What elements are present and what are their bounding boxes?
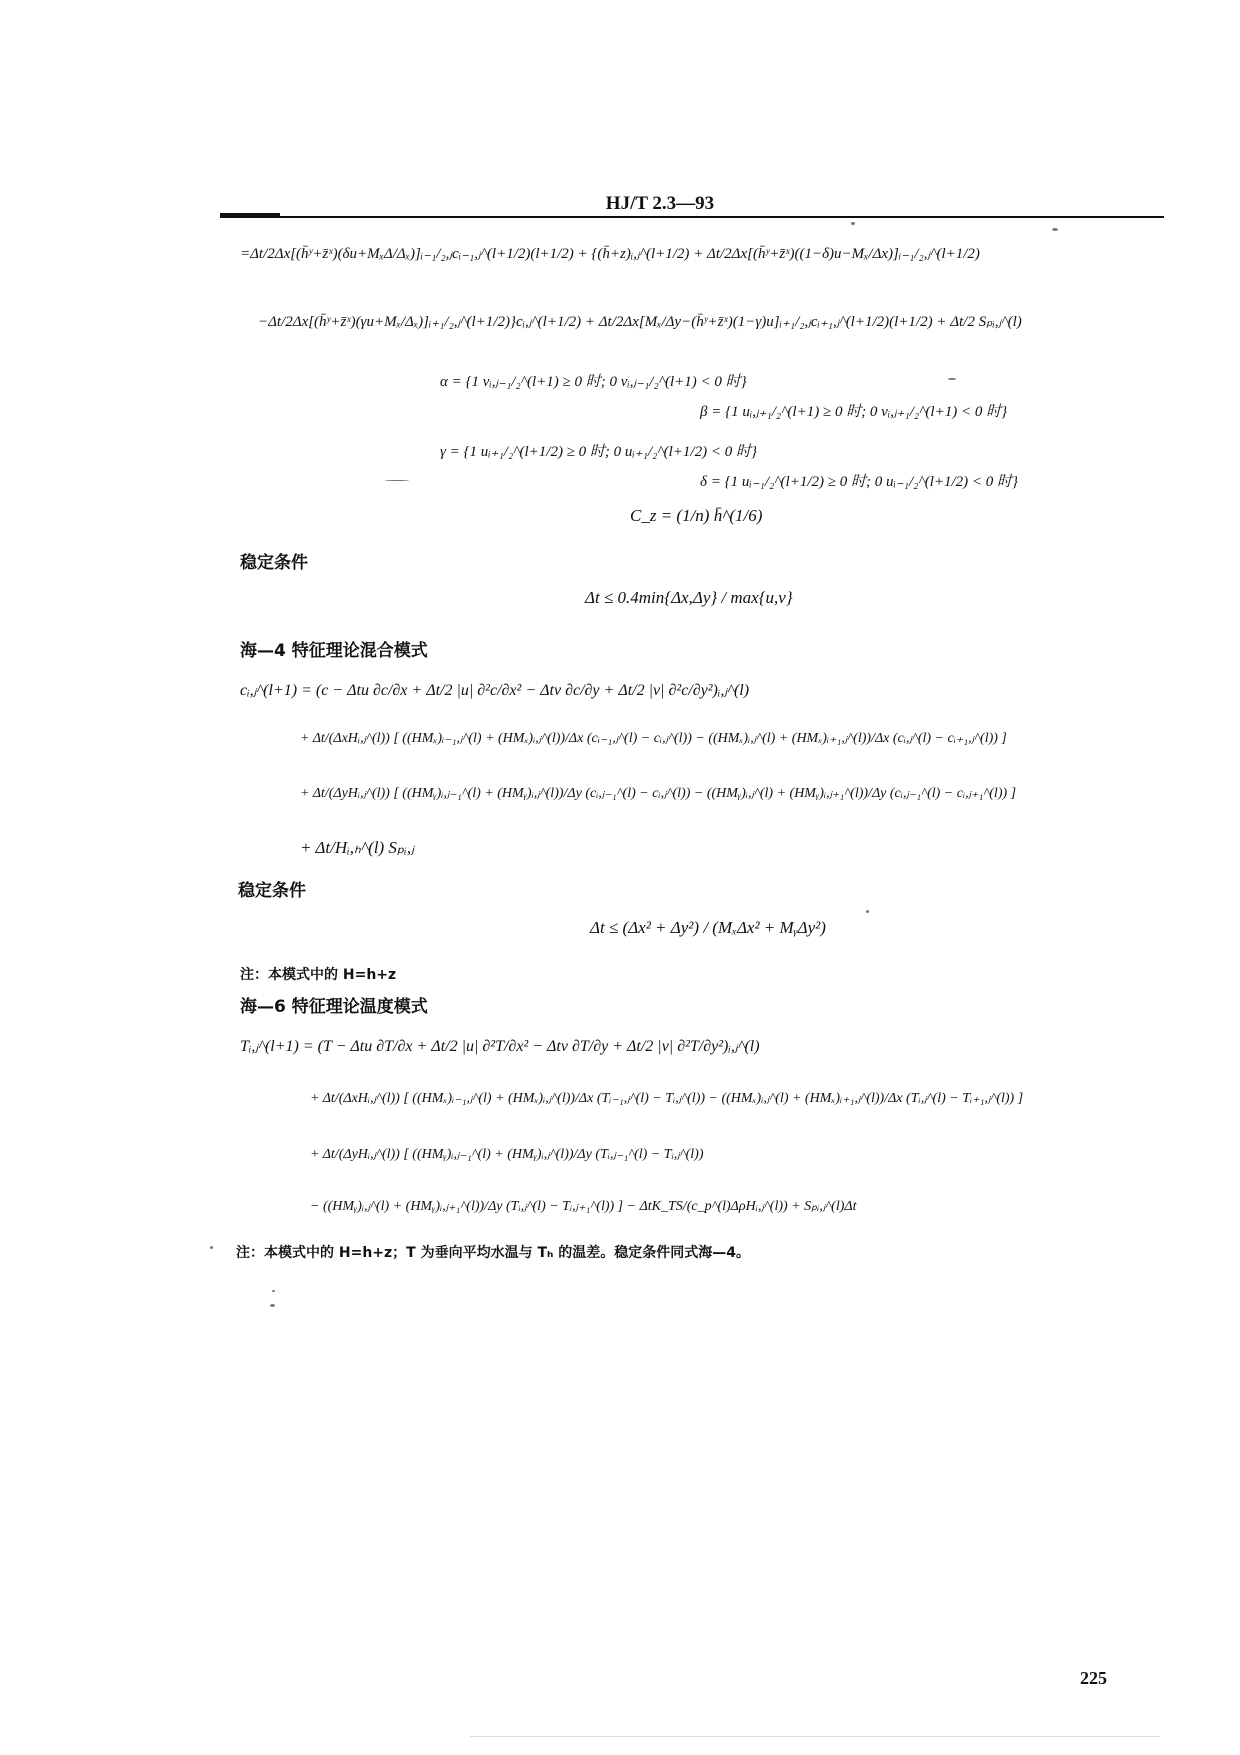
scan-speck [948,378,956,380]
scan-speck [851,222,855,225]
continuation-formula-line-1: =Δt/2Δx[(h̄ʸ+z̄ˣ)(δu+MₓΔ/Δₓ)]ᵢ₋₁/₂,ⱼcᵢ₋₁,ⱼ^(l+1/2)(l+1/2) + {(h̄+z)ᵢ,ⱼ^(l+1/2) + Δt/2Δx[(h̄ʸ+z̄ˣ)((1−δ)u−Mₓ/Δx)]ᵢ₋₁/₂,ⱼ^(l+1/2) [240,246,980,262]
scan-speck [272,1290,275,1292]
scan-speck [270,1304,275,1307]
sea6-formula-line-2: + Δt/(ΔxHᵢ,ⱼ^(l)) [ ((HMₓ)ᵢ₋₁,ⱼ^(l) + (HMₓ)ᵢ,ⱼ^(l))/Δx (Tᵢ₋₁,ⱼ^(l) − Tᵢ,ⱼ^(l)) − ((HMₓ)ᵢ,ⱼ^(l) + (HMₓ)ᵢ₊₁,ⱼ^(l))/Δx (Tᵢ,ⱼ^(l) − Tᵢ₊₁,ⱼ^(l)) ] [310,1091,1024,1106]
continuation-formula-line-2: −Δt/2Δx[(h̄ʸ+z̄ˣ)(γu+Mₓ/Δₓ)]ᵢ₊₁/₂,ⱼ^(l+1/2)}cᵢ,ⱼ^(l+1/2) + Δt/2Δx[Mₓ/Δy−(h̄ʸ+z̄ˣ)(1−γ)u]ᵢ₊₁/₂,ⱼcᵢ₊₁,ⱼ^(l+1/2)(l+1/2) + Δt/2 Sₚᵢ,ⱼ^(l) [258,314,1022,330]
sea4-formula-line-4: + Δt/Hᵢ,ₕ^(l) Sₚᵢ,ⱼ [300,838,415,857]
scan-speck [1052,228,1058,231]
sea4-formula-line-1: cᵢ,ⱼ^(l+1) = (c − Δtu ∂c/∂x + Δt/2 |u| ∂²c/∂x² − Δtv ∂c/∂y + Δt/2 |v| ∂²c/∂y²)ᵢ,ⱼ^(l) [240,682,750,699]
stability-formula-1: Δt ≤ 0.4min{Δx,Δy} / max{u,v} [585,588,793,607]
stability-label-2: 稳定条件 [238,881,306,901]
sea6-formula-line-4: − ((HMᵧ)ᵢ,ⱼ^(l) + (HMᵧ)ᵢ,ⱼ₊₁^(l))/Δy (Tᵢ,ⱼ^(l) − Tᵢ,ⱼ₊₁^(l)) ] − ΔtK_TS/(c_p^(l)ΔρHᵢ,ⱼ^(l)) + Sₚᵢ,ⱼ^(l)Δt [310,1199,857,1214]
sea6-formula-line-3: + Δt/(ΔyHᵢ,ⱼ^(l)) [ ((HMᵧ)ᵢ,ⱼ₋₁^(l) + (HMᵧ)ᵢ,ⱼ^(l))/Δy (Tᵢ,ⱼ₋₁^(l) − Tᵢ,ⱼ^(l)) [310,1147,704,1162]
sea4-formula-line-2: + Δt/(ΔxHᵢ,ⱼ^(l)) [ ((HMₓ)ᵢ₋₁,ⱼ^(l) + (HMₓ)ᵢ,ⱼ^(l))/Δx (cᵢ₋₁,ⱼ^(l) − cᵢ,ⱼ^(l)) − ((HMₓ)ᵢ,ⱼ^(l) + (HMₓ)ᵢ₊₁,ⱼ^(l))/Δx (cᵢ,ⱼ^(l) − cᵢ₊₁,ⱼ^(l)) ] [300,731,1007,746]
sea4-formula-line-3: + Δt/(ΔyHᵢ,ⱼ^(l)) [ ((HMᵧ)ᵢ,ⱼ₋₁^(l) + (HMᵧ)ᵢ,ⱼ^(l))/Δy (cᵢ,ⱼ₋₁^(l) − cᵢ,ⱼ^(l)) − ((HMᵧ)ᵢ,ⱼ^(l) + (HMᵧ)ᵢ,ⱼ₊₁^(l))/Δy (cᵢ,ⱼ₋₁^(l) − cᵢ,ⱼ₊₁^(l)) ] [300,786,1017,801]
section-heading-sea-6: 海—6 特征理论温度模式 [240,997,428,1017]
beta-definition: β = {1 uᵢ,ⱼ₊₁/₂^(l+1) ≥ 0 时; 0 vᵢ,ⱼ₊₁/₂^(l+1) < 0 时} [700,404,1008,420]
scan-speck [385,480,409,481]
sea6-formula-line-1: Tᵢ,ⱼ^(l+1) = (T − Δtu ∂T/∂x + Δt/2 |u| ∂²T/∂x² − Δtv ∂T/∂y + Δt/2 |v| ∂²T/∂y²)ᵢ,ⱼ^(l) [240,1038,760,1055]
stability-label-1: 稳定条件 [240,553,308,573]
delta-definition: δ = {1 uᵢ₋₁/₂^(l+1/2) ≥ 0 时; 0 uᵢ₋₁/₂^(l+1/2) < 0 时} [700,474,1019,490]
alpha-definition: α = {1 vᵢ,ⱼ₋₁/₂^(l+1) ≥ 0 时; 0 vᵢ,ⱼ₋₁/₂^(l+1) < 0 时} [440,374,747,390]
gamma-definition: γ = {1 uᵢ₊₁/₂^(l+1/2) ≥ 0 时; 0 uᵢ₊₁/₂^(l+1/2) < 0 时} [440,444,757,460]
note-sea-6: 注：本模式中的 H=h+z；T 为垂向平均水温与 Tₕ 的温差。稳定条件同式海—4。 [236,1245,751,1261]
section-heading-sea-4: 海—4 特征理论混合模式 [240,641,428,661]
page-number: 225 [1080,1668,1107,1688]
scan-speck [866,910,869,913]
stability-formula-2: Δt ≤ (Δx² + Δy²) / (MₓΔx² + MᵧΔy²) [590,918,826,937]
scan-speck [210,1246,213,1249]
footer-scan-line [470,1736,1160,1737]
cz-definition: C_z = (1/n) h̄^(1/6) [630,506,763,525]
header-rule [220,216,1164,218]
note-sea-4: 注：本模式中的 H=h+z [240,967,397,983]
running-header-title: HJ/T 2.3—93 [605,193,715,214]
